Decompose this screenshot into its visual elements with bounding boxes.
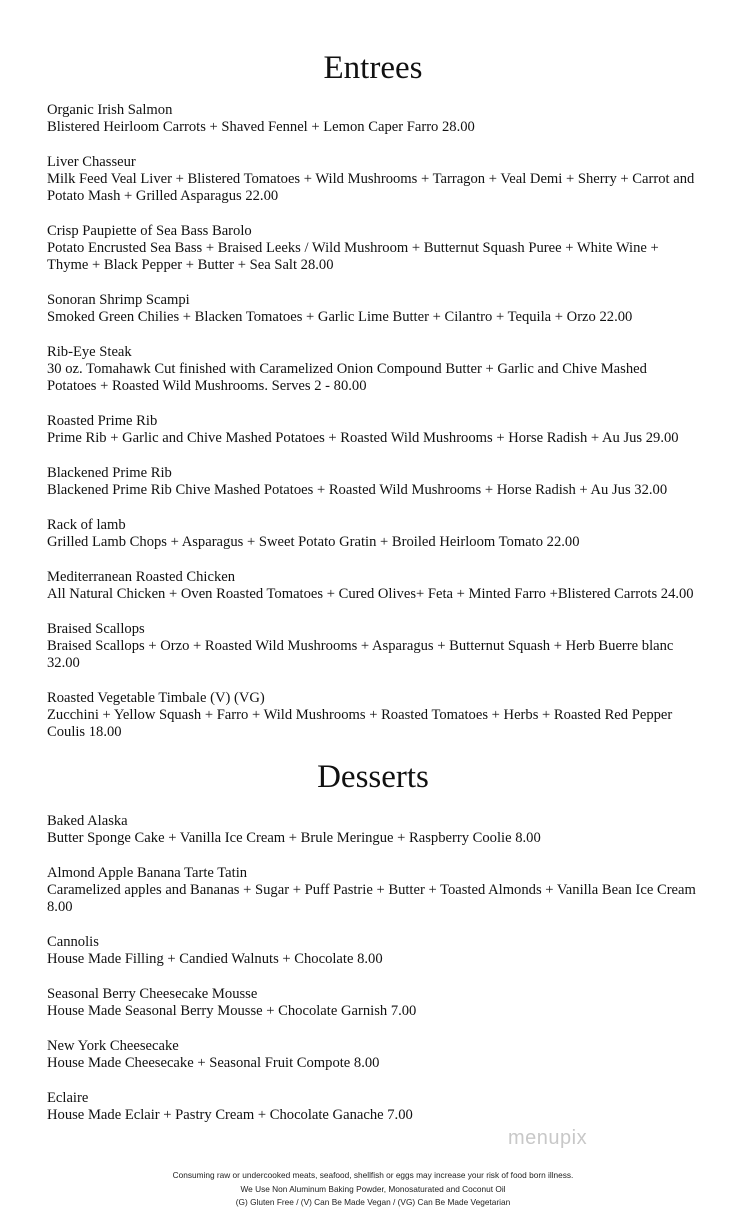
- menu-item-name: Rack of lamb: [47, 517, 126, 533]
- menu-item-description: Blackened Prime Rib Chive Mashed Potatoes + Roasted Wild Mushrooms + Horse Radish + Au Jus 32.00: [47, 482, 668, 498]
- menu-item-description: All Natural Chicken + Oven Roasted Tomatoes + Cured Olives+ Feta + Minted Farro +Blistered Carrots 24.00: [47, 586, 694, 602]
- footer-line: We Use Non Aluminum Baking Powder, Monosaturated and Coconut Oil: [240, 1183, 506, 1194]
- menu-item: [47, 102, 697, 136]
- desserts-heading: Desserts: [317, 759, 429, 795]
- menu-item: [47, 223, 697, 274]
- menu-item-name: Roasted Prime Rib: [47, 413, 158, 429]
- desserts-list: [47, 813, 697, 1142]
- menu-item-name: Cannolis: [47, 934, 99, 950]
- menu-item-description: House Made Filling + Candied Walnuts + Chocolate 8.00: [47, 951, 383, 967]
- menu-item-name: Sonoran Shrimp Scampi: [47, 292, 190, 308]
- menu-item-name: Baked Alaska: [47, 813, 128, 829]
- menu-item-description: Potato Encrusted Sea Bass + Braised Leeks / Wild Mushroom + Butternut Squash Puree + White Wine + Thyme + Black Pepper + Butter + Sea Salt 28.00: [47, 240, 659, 273]
- menu-item-name: Liver Chasseur: [47, 154, 136, 170]
- menu-item: [47, 690, 697, 741]
- menu-item: [47, 344, 697, 395]
- menu-item-description: Smoked Green Chilies + Blacken Tomatoes + Garlic Lime Butter + Cilantro + Tequila + Orzo 22.00: [47, 309, 633, 325]
- menu-item-description: House Made Eclair + Pastry Cream + Chocolate Ganache 7.00: [47, 1107, 413, 1123]
- footer-notes: [0, 1169, 746, 1210]
- menu-item-name: Crisp Paupiette of Sea Bass Barolo: [47, 223, 252, 239]
- menu-item: [47, 621, 697, 672]
- footer-line: (G) Gluten Free / (V) Can Be Made Vegan / (VG) Can Be Made Vegetarian: [235, 1197, 511, 1207]
- menu-item-description: Zucchini + Yellow Squash + Farro + Wild Mushrooms + Roasted Tomatoes + Herbs + Roasted Red Pepper Coulis 18.00: [47, 707, 673, 740]
- menu-item: [47, 569, 697, 603]
- menu-item-name: Eclaire: [47, 1090, 89, 1106]
- menu-item: [47, 865, 697, 916]
- menu-item-description: Braised Scallops + Orzo + Roasted Wild Mushrooms + Asparagus + Butternut Squash + Herb Buerre blanc 32.00: [47, 638, 674, 671]
- menu-item-name: Seasonal Berry Cheesecake Mousse: [47, 986, 258, 1002]
- menu-item-description: Grilled Lamb Chops + Asparagus + Sweet Potato Gratin + Broiled Heirloom Tomato 22.00: [47, 534, 580, 550]
- menu-item-description: Prime Rib + Garlic and Chive Mashed Potatoes + Roasted Wild Mushrooms + Horse Radish + Au Jus 29.00: [47, 430, 679, 446]
- menu-item-description: 30 oz. Tomahawk Cut finished with Caramelized Onion Compound Butter + Garlic and Chive Mashed Potatoes + Roasted Wild Mushrooms. Serves 2 - 80.00: [47, 361, 647, 394]
- menu-item: [47, 934, 697, 968]
- entrees-list: [47, 102, 697, 759]
- menu-item-description: Caramelized apples and Bananas + Sugar + Puff Pastrie + Butter + Toasted Almonds + Vanilla Bean Ice Cream 8.00: [47, 882, 696, 915]
- menu-item-name: Roasted Vegetable Timbale (V) (VG): [47, 690, 265, 706]
- menu-item: [47, 292, 697, 326]
- footer-line: Consuming raw or undercooked meats, seafood, shellfish or eggs may increase your risk of food born illness.: [172, 1170, 574, 1180]
- menu-item-name: Rib-Eye Steak: [47, 344, 132, 360]
- menu-item: [47, 465, 697, 499]
- menu-item-description: Butter Sponge Cake + Vanilla Ice Cream + Brule Meringue + Raspberry Coolie 8.00: [47, 830, 541, 846]
- menu-item-description: Milk Feed Veal Liver + Blistered Tomatoes + Wild Mushrooms + Tarragon + Veal Demi + Sherry + Carrot and Potato Mash + Grilled Asparagus 22.00: [47, 171, 695, 204]
- menu-item-description: House Made Seasonal Berry Mousse + Chocolate Garnish 7.00: [47, 1003, 417, 1019]
- menu-item-description: House Made Cheesecake + Seasonal Fruit Compote 8.00: [47, 1055, 380, 1071]
- menu-item: [47, 813, 697, 847]
- menu-item-name: Organic Irish Salmon: [47, 102, 173, 118]
- menu-item-name: Blackened Prime Rib: [47, 465, 172, 481]
- menu-item: [47, 413, 697, 447]
- menu-item: [47, 1090, 697, 1124]
- menu-item-description: Blistered Heirloom Carrots + Shaved Fennel + Lemon Caper Farro 28.00: [47, 119, 475, 135]
- menupix-watermark: menupix: [508, 1127, 588, 1149]
- menu-item: [47, 154, 697, 205]
- menu-item-name: New York Cheesecake: [47, 1038, 179, 1054]
- menu-item: [47, 1038, 697, 1072]
- menu-item-name: Mediterranean Roasted Chicken: [47, 569, 236, 585]
- menu-item: [47, 986, 697, 1020]
- menu-item: [47, 517, 697, 551]
- menu-item-name: Braised Scallops: [47, 621, 145, 637]
- menu-item-name: Almond Apple Banana Tarte Tatin: [47, 865, 248, 881]
- entrees-heading: Entrees: [323, 50, 423, 86]
